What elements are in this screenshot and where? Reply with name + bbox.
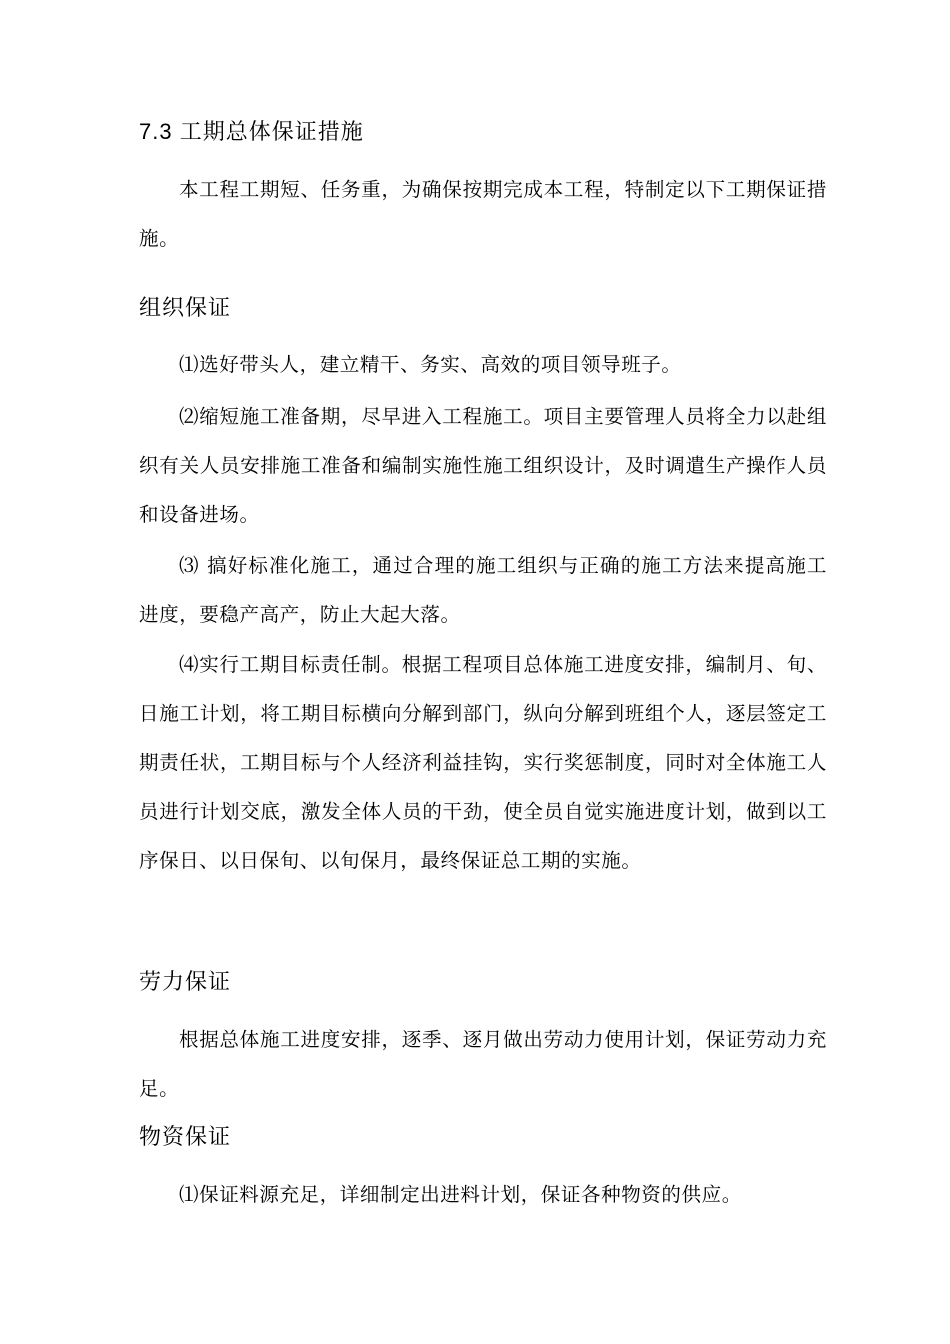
organization-item-3: ⑶ 搞好标准化施工，通过合理的施工组织与正确的施工方法来提高施工进度，要稳产高产，防止大起大落。 <box>139 554 827 626</box>
organization-item-4: ⑷实行工期目标责任制。根据工程项目总体施工进度安排，编制月、旬、日施工计划，将工期目标横向分解到部门，纵向分解到班组个人，逐层签定工期责任状，工期目标与个人经济利益挂钩，实行奖惩制度，同时对全体施工人员进行计划交底，激发全体人员的干劲，使全员自觉实施进度计划，做到以工序保日、以日保旬、以旬保月，最终保证总工期的实施。 <box>139 653 827 872</box>
organization-heading: 组织保证 <box>139 295 232 320</box>
materials-heading: 物资保证 <box>139 1124 232 1149</box>
intro-paragraph: 本工程工期短、任务重，为确保按期完成本工程，特制定以下工期保证措施。 <box>139 178 827 250</box>
section-title: 7.3 工期总体保证措施 <box>139 119 364 144</box>
organization-item-1: ⑴选好带头人，建立精干、务实、高效的项目领导班子。 <box>179 353 682 376</box>
organization-item-2: ⑵缩短施工准备期，尽早进入工程施工。项目主要管理人员将全力以赴组织有关人员安排施工准备和编制实施性施工组织设计，及时调遣生产操作人员和设备进场。 <box>139 405 827 526</box>
labor-paragraph: 根据总体施工进度安排，逐季、逐月做出劳动力使用计划，保证劳动力充足。 <box>139 1028 827 1100</box>
labor-heading: 劳力保证 <box>139 969 232 994</box>
materials-item-1: ⑴保证料源充足，详细制定出进料计划，保证各种物资的供应。 <box>179 1183 742 1206</box>
